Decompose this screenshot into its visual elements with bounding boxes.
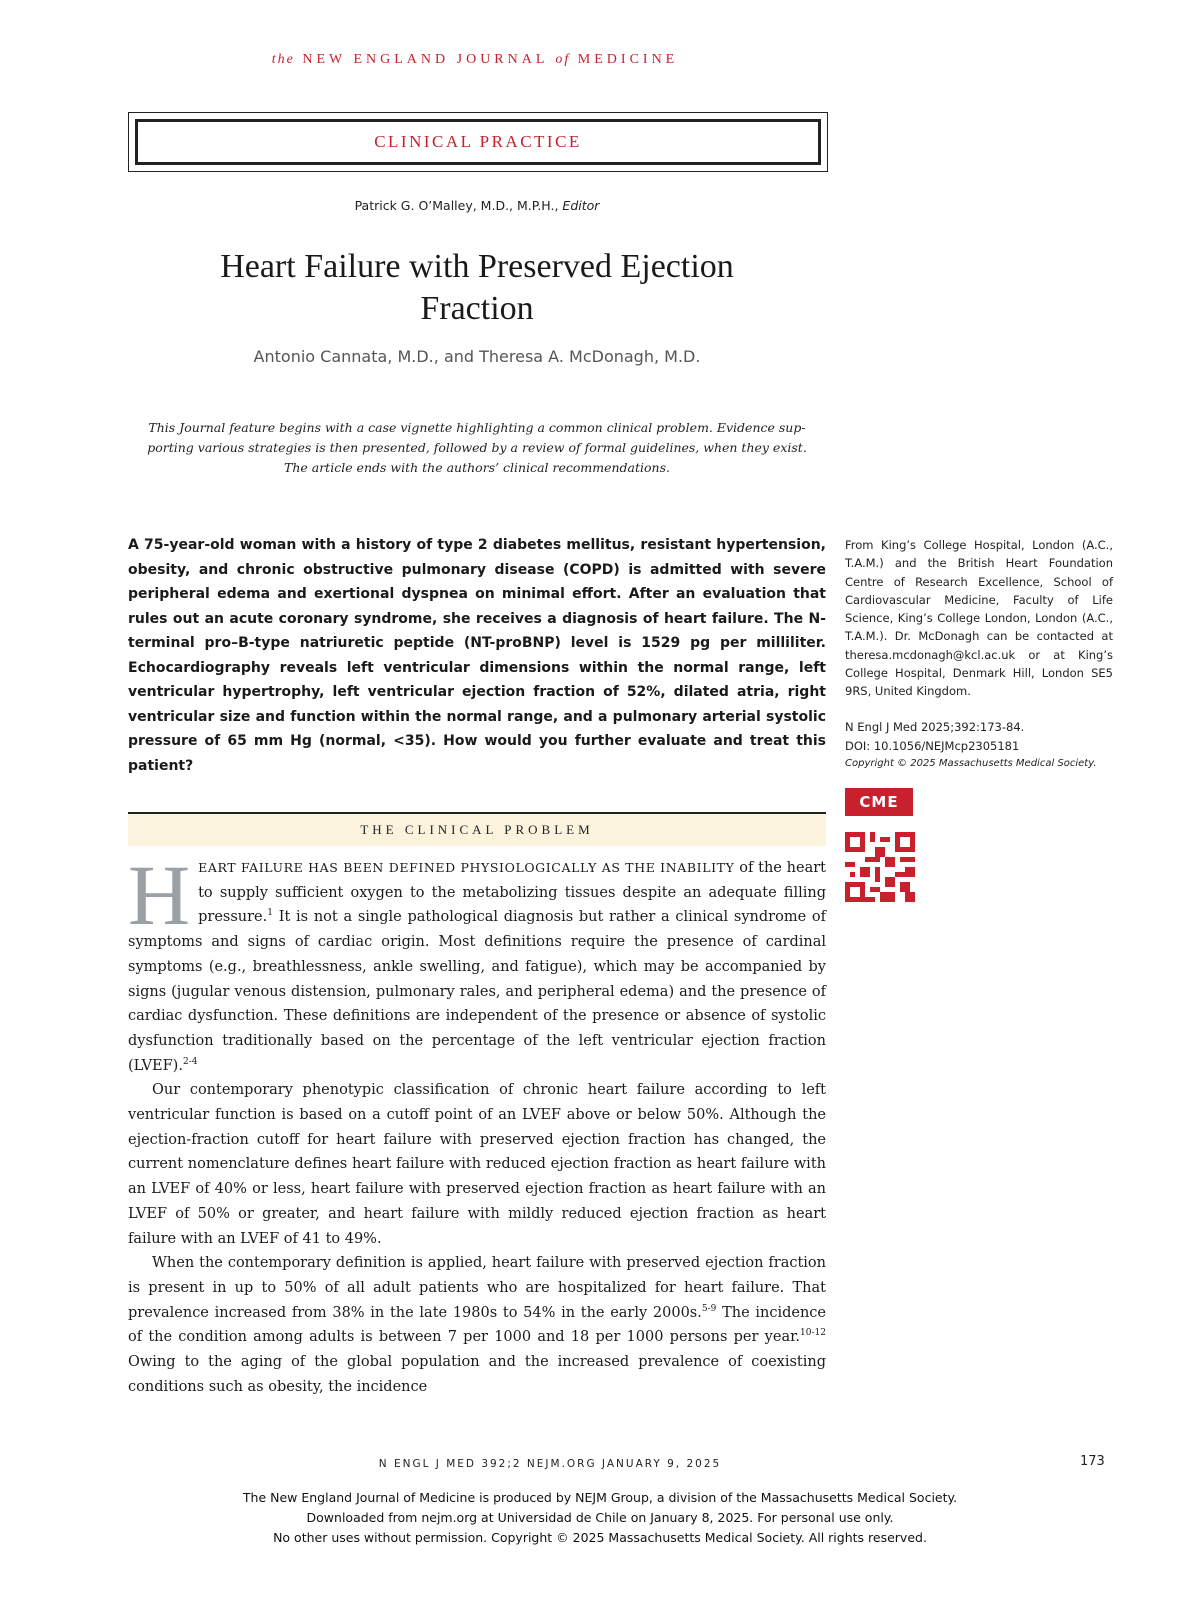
article-title-line-2: Fraction xyxy=(420,290,534,327)
editor-role: Editor xyxy=(562,198,600,213)
section-editor xyxy=(128,198,826,213)
copyright-notice: Copyright © 2025 Massachusetts Medical Society. xyxy=(845,758,1097,769)
reference-marker[interactable]: 5-9 xyxy=(701,1303,717,1314)
page-number: 173 xyxy=(1080,1454,1105,1469)
feature-intro-line-1: This Journal feature begins with a case vignette highlighting a common clinical problem. Evidence sup- xyxy=(148,420,806,435)
feature-intro-line-3: The article ends with the authors’ clinical recommendations. xyxy=(283,460,670,475)
disclaimer-line-2: Downloaded from nejm.org at Universidad de Chile on January 8, 2025. For personal use only. xyxy=(306,1510,894,1525)
citation: N Engl J Med 2025;392:173-84. xyxy=(845,720,1025,734)
section-box-inner xyxy=(135,119,821,165)
section-heading: THE CLINICAL PROBLEM xyxy=(360,822,594,837)
download-disclaimer xyxy=(0,1488,1200,1548)
article-authors: Antonio Cannata, M.D., and Theresa A. McDonagh, M.D. xyxy=(253,347,701,366)
citation-block xyxy=(845,718,1113,774)
feature-intro xyxy=(128,418,826,478)
disclaimer-line-1: The New England Journal of Medicine is produced by NEJM Group, a division of the Massachusetts Medical Society. xyxy=(242,1490,958,1505)
reference-marker[interactable]: 1 xyxy=(267,908,273,919)
drop-cap: H xyxy=(128,847,191,943)
editor-name: Patrick G. O’Malley, M.D., M.P.H., xyxy=(354,198,559,213)
case-vignette: A 75-year-old woman with a history of type 2 diabetes mellitus, resistant hypertension, obesity, and chronic obstructive pulmonary disease (COPD) is admitted with severe peripheral edema and exertional dyspnea on minimal effort. After an evaluation that rules out an acute coronary syndrome, she receives a diagnosis of heart failure. The N-terminal pro–B-type natriuretic peptide (NT-proBNP) level is 1529 pg per milliliter. Echocardiography reveals left ventricular dimensions within the normal range, left ventricular hypertrophy, left ventricular ejection fraction of 52%, dilated atria, right ventricular size and function within the normal range, and a pulmonary arterial systolic pressure of 65 mm Hg (normal, <35). How would you further evaluate and treat this patient? xyxy=(128,537,826,774)
paragraph-3: When the contemporary definition is applied, heart failure with preserved ejection fraction is present in up to 50% of all adult patients who are hospitalized for heart failure. That prevalence increased from 38% in the late 1980s to 54% in the early 2000s.$^{5-9}$ The incidence of the condition among adults is between 7 per 1000 and 18 per 1000 persons per year.$^{10-12}$ Owing to the aging of the global population and the increased prevalence of coexisting conditions such as obesity, the incidence xyxy=(128,1255,827,1395)
running-footer: N ENGL J MED 392;2 NEJM.ORG JANUARY 9, 2025 xyxy=(378,1458,722,1470)
article-body xyxy=(128,847,827,1399)
section-heading-band xyxy=(128,814,826,846)
qr-code-icon[interactable] xyxy=(845,832,915,902)
doi-link[interactable]: DOI: 10.1056/NEJMcp2305181 xyxy=(845,738,1020,753)
journal-title: the NEW ENGLAND JOURNAL of MEDICINE xyxy=(271,52,679,67)
article-title xyxy=(128,246,826,330)
reference-marker[interactable]: 2-4 xyxy=(182,1056,198,1067)
disclaimer-line-3: No other uses without permission. Copyright © 2025 Massachusetts Medical Society. All rights reserved. xyxy=(273,1530,927,1545)
cme-badge[interactable]: CME xyxy=(845,788,913,816)
reference-marker[interactable]: 10-12 xyxy=(800,1328,826,1339)
author-affiliation: From King’s College Hospital, London (A.C., T.A.M.) and the British Heart Foundation Centre of Research Excellence, School of Cardiovascular Medicine, Faculty of Life Science, King’s College London, London (A.C., T.A.M.). Dr. McDonagh can be contacted at theresa.mcdonagh@kcl.ac.uk or at King’s College Hospital, Denmark Hill, London SE5 9RS, United Kingdom. xyxy=(845,538,1113,699)
lead-in-smallcaps: EART FAILURE HAS BEEN DEFINED PHYSIOLOGICALLY AS THE INABILITY xyxy=(198,860,735,875)
section-box xyxy=(128,112,828,172)
paragraph-1: HEART FAILURE HAS BEEN DEFINED PHYSIOLOGICALLY AS THE INABILITY of the heart to supply sufficient oxygen to the metabolizing tissues despite an adequate filling pressure.$^1$ It is not a single pathological diagnosis but rather a clinical syndrome of symptoms and signs of cardiac origin. Most definitions require the presence of cardinal symptoms (e.g., breathlessness, ankle swelling, and fatigue), which may be accompanied by signs (jugular venous distension, pulmonary rales, and peripheral edema) and the presence of cardiac dysfunction. These definitions are independent of the presence or absence of systolic dysfunction traditionally based on the percentage of the left ventricular ejection fraction (LVEF).$^{2-4}$ xyxy=(128,847,826,1074)
section-label: CLINICAL PRACTICE xyxy=(374,132,582,151)
feature-intro-line-2: porting various strategies is then presented, followed by a review of formal guidelines, when they exist. xyxy=(147,440,807,455)
paragraph-2: Our contemporary phenotypic classification of chronic heart failure according to left ventricular function is based on a cutoff point of an LVEF above or below 50%. Although the ejection-fraction cutoff for heart failure with preserved ejection fraction has changed, the current nomenclature defines heart failure with reduced ejection fraction as heart failure with an LVEF of 40% or less, heart failure with preserved ejection fraction as heart failure with an LVEF of 50% or greater, and heart failure with mildly reduced ejection fraction as heart failure with an LVEF of 41 to 49%. xyxy=(128,1082,826,1247)
article-title-line-1: Heart Failure with Preserved Ejection xyxy=(220,248,734,285)
